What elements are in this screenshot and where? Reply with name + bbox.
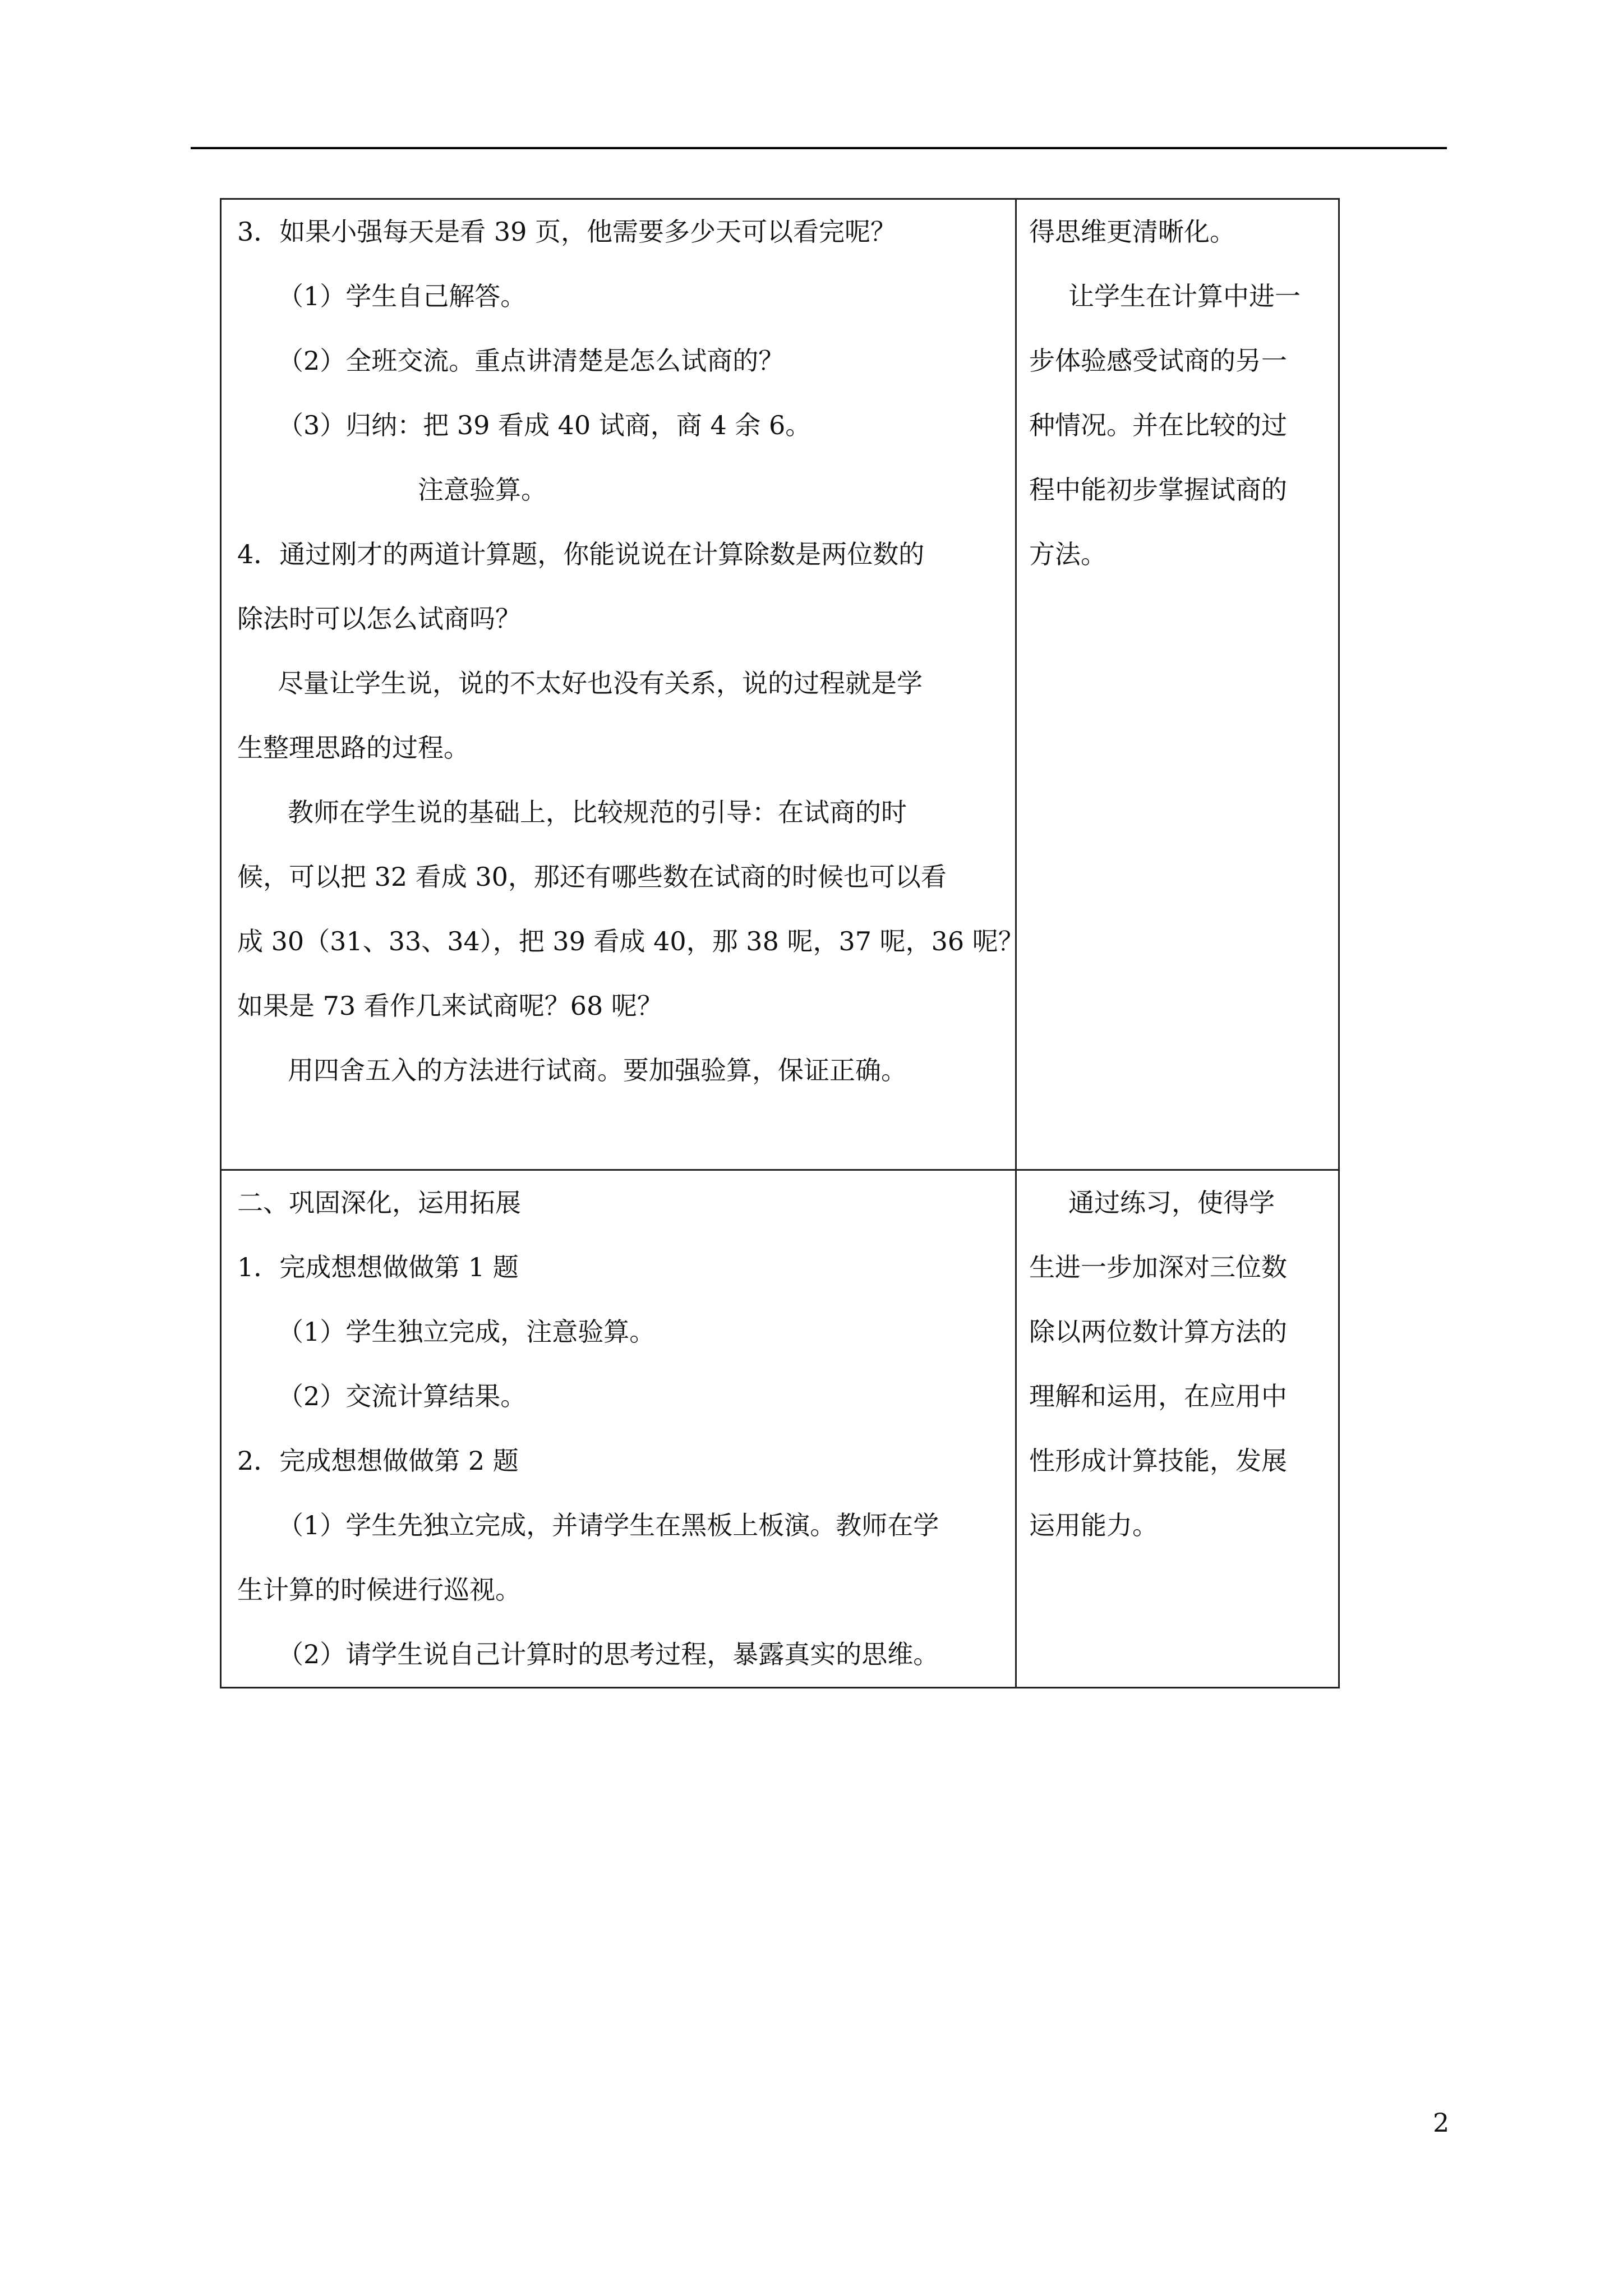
text-line: 注意验算。 (418, 475, 547, 505)
teaching-process-cell (221, 199, 1024, 1170)
text-line: （3）归纳：把 39 看成 40 试商，商 4 余 6。 (278, 410, 811, 440)
text-line: （1）学生独立完成，注意验算。 (278, 1317, 656, 1347)
table-row (221, 1170, 1339, 1688)
text-line: 二、巩固深化，运用拓展 (237, 1188, 521, 1218)
text-line: 3．如果小强每天是看 39 页，他需要多少天可以看完呢？ (237, 217, 897, 247)
text-line: 用四舍五入的方法进行试商。要加强验算，保证正确。 (288, 1055, 907, 1085)
text-line: 成 30（31、33、34），把 39 看成 40，那 38 呢，37 呢，36 呢？ (237, 926, 1024, 956)
text-line: 生进一步加深对三位数 (1029, 1252, 1287, 1282)
text-line: 尽量让学生说，说的不太好也没有关系，说的过程就是学 (278, 668, 923, 698)
text-line: 通过练习，使得学 (1068, 1188, 1275, 1218)
text-line: 得思维更清晰化。 (1029, 217, 1235, 247)
text-line: 程中能初步掌握试商的 (1029, 475, 1287, 505)
text-line: （1）学生先独立完成，并请学生在黑板上板演。教师在学 (278, 1510, 939, 1540)
text-line: 步体验感受试商的另一 (1029, 346, 1287, 376)
text-line: 如果是 73 看作几来试商呢？68 呢？ (237, 991, 663, 1021)
header-rule (191, 147, 1447, 149)
text-line: 运用能力。 (1029, 1510, 1158, 1540)
text-line: （2）全班交流。重点讲清楚是怎么试商的？ (278, 346, 785, 376)
text-line: 生整理思路的过程。 (237, 733, 469, 763)
text-line: （1）学生自己解答。 (278, 281, 527, 311)
lesson-plan-table (220, 198, 1340, 1688)
text-line: 4．通过刚才的两道计算题，你能说说在计算除数是两位数的 (237, 539, 925, 569)
text-line: 让学生在计算中进一 (1068, 281, 1301, 311)
text-line: （2）交流计算结果。 (278, 1381, 527, 1411)
text-line: 理解和运用，在应用中 (1029, 1381, 1287, 1411)
page-number: 2 (1433, 2108, 1450, 2138)
text-line: 教师在学生说的基础上，比较规范的引导：在试商的时 (288, 797, 907, 827)
text-line: 性形成计算技能，发展 (1029, 1446, 1287, 1476)
text-line: 2．完成想想做做第 2 题 (237, 1446, 519, 1476)
design-intent-cell (1016, 1170, 1339, 1688)
table-row (221, 199, 1339, 1170)
text-line: 除法时可以怎么试商吗？ (237, 604, 521, 634)
text-line: 候，可以把 32 看成 30，那还有哪些数在试商的时候也可以看 (237, 862, 947, 892)
text-line: 方法。 (1029, 539, 1106, 569)
text-line: 除以两位数计算方法的 (1029, 1317, 1287, 1347)
design-intent-cell (1016, 199, 1339, 1170)
text-line: 种情况。并在比较的过 (1029, 410, 1287, 440)
text-line: （2）请学生说自己计算时的思考过程，暴露真实的思维。 (278, 1639, 939, 1669)
text-line: 生计算的时候进行巡视。 (237, 1575, 521, 1605)
text-line: 1．完成想想做做第 1 题 (237, 1252, 519, 1282)
teaching-process-cell (221, 1170, 1016, 1688)
